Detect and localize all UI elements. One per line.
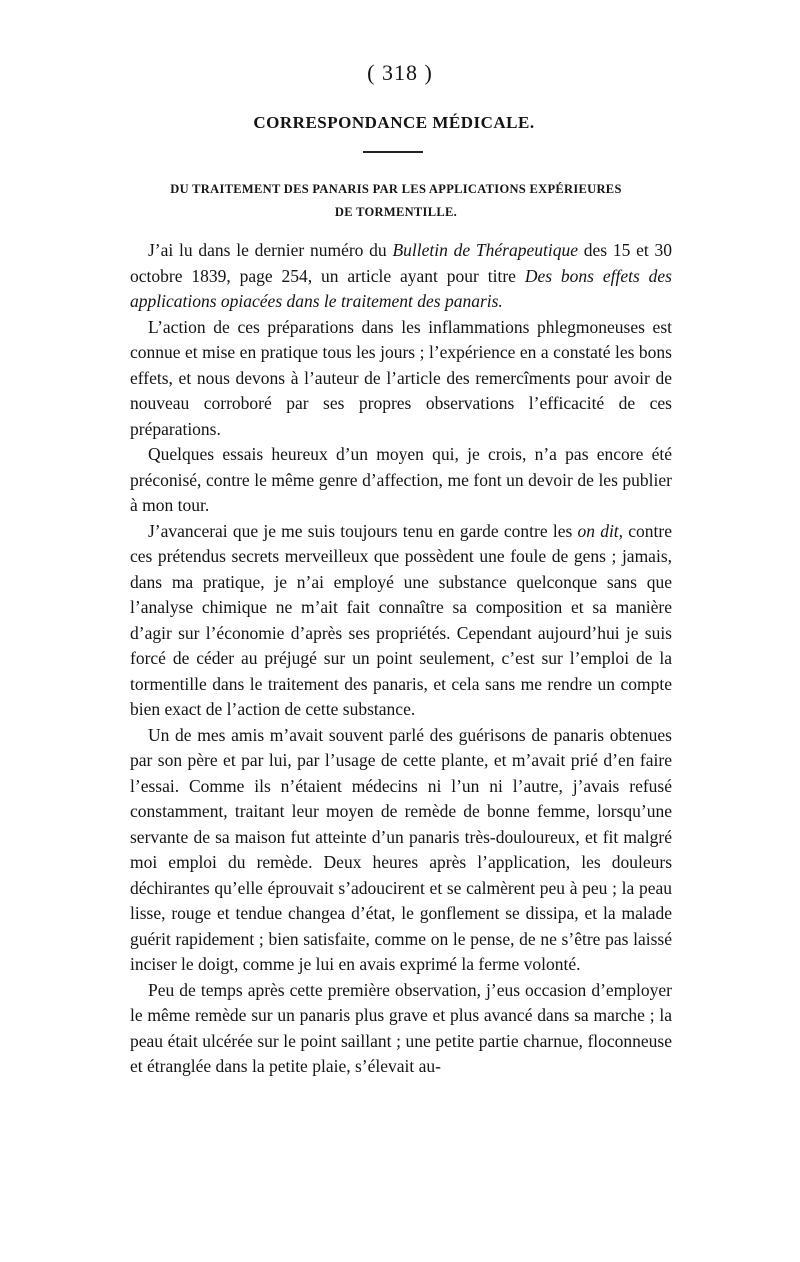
subtitle-line-2: DE TORMENTILLE. (334, 205, 458, 219)
page-number: ( 318 ) (367, 60, 433, 85)
article-subtitle (148, 178, 644, 224)
paragraph-text: Un de mes amis m’avait souvent parlé des guérisons de panaris obtenues par son père et par lui, par l’usage de cette plante, et m’avait prié d’en faire l’essai. Comme ils n’étaient médecins ni l’un ni l’autre, j’avais refusé constamment, traitant leur moyen de remède de bonne femme, lorsqu’une servante de sa maison fut atteinte d’un panaris très-douloureux, et fit malgré moi emploi du remède. Deux heures après l’application, les douleurs déchirantes qu’elle éprouvait s’adoucirent et se calmèrent peu à peu ; la peau lisse, rouge et tendue changea d’état, le gonflement se dissipa, et la malade guérit rapidement ; bien satisfaite, comme on le pense, de ne s’être pas laissé inciser le doigt, comme je lui en avais exprimé la ferme volonté. (130, 724, 672, 974)
paragraph-text: J’avancerai que je me suis toujours tenu en garde contre les (148, 520, 578, 541)
journal-title: Bulletin de Thérapeutique (392, 240, 578, 260)
subtitle-line-1: DU TRAITEMENT DES PANARIS PAR LES APPLICATIONS EXPÉRIEURES (170, 182, 622, 196)
paragraph-5 (130, 723, 672, 978)
paragraph-text: des 15 et 30 octobre 1839, page 254, un article ayant pour titre (130, 240, 672, 286)
paragraph-text: L’action de ces préparations dans les inflammations phlegmoneuses est connue et mise en pratique tous les jours ; l’expérience en a constaté les bons effets, et nous devons à l’auteur de l’article des remercîments pour avoir de nouveau corroboré par ses propres observations l’efficacité de ces préparations. (130, 316, 672, 439)
paragraph-text: Quelques essais heureux d’un moyen qui, je crois, n’a pas encore été préconisé, contre le même genre d’affection, me font un devoir de les publier à mon tour. (130, 444, 672, 515)
section-title: CORRESPONDANCE MÉDICALE. (253, 113, 535, 132)
paragraph-2 (130, 315, 672, 443)
article-reference: Des bons effets des applications opiacées dans le traitement des panaris. (130, 265, 672, 311)
title-rule (363, 151, 423, 153)
paragraph-text: Peu de temps après cette première observation, j’eus occasion d’employer le même remède sur un panaris plus grave et plus avancé dans sa marche ; la peau était ulcérée sur le point saillant ; une petite partie charnue, floconneuse et étranglée dans la petite plaie, s’élevait au- (130, 979, 672, 1076)
paragraph-4 (130, 519, 672, 723)
paragraph-text: contre ces prétendus secrets merveilleux que possèdent une foule de gens ; jamais, dans ma pratique, je n’ai employé une substance quelconque sans que l’analyse chimique ne m’ait fait connaître sa composition et sa manière d’agir sur l’économie d’après ses propriétés. Cependant aujourd’hui je suis forcé de céder au préjugé sur un point seulement, c’est sur l’emploi de la tormentille dans le traitement des panaris, et cela sans me rendre un compte bien exact de l’action de cette substance. (130, 520, 672, 719)
paragraph-6 (130, 978, 672, 1080)
paragraph-text: J’ai lu dans le dernier numéro du (148, 240, 393, 260)
paragraph-3 (130, 442, 672, 519)
article-body (130, 238, 672, 1080)
emphasis-on-dit: on dit, (577, 520, 624, 541)
paragraph-1 (130, 238, 672, 315)
